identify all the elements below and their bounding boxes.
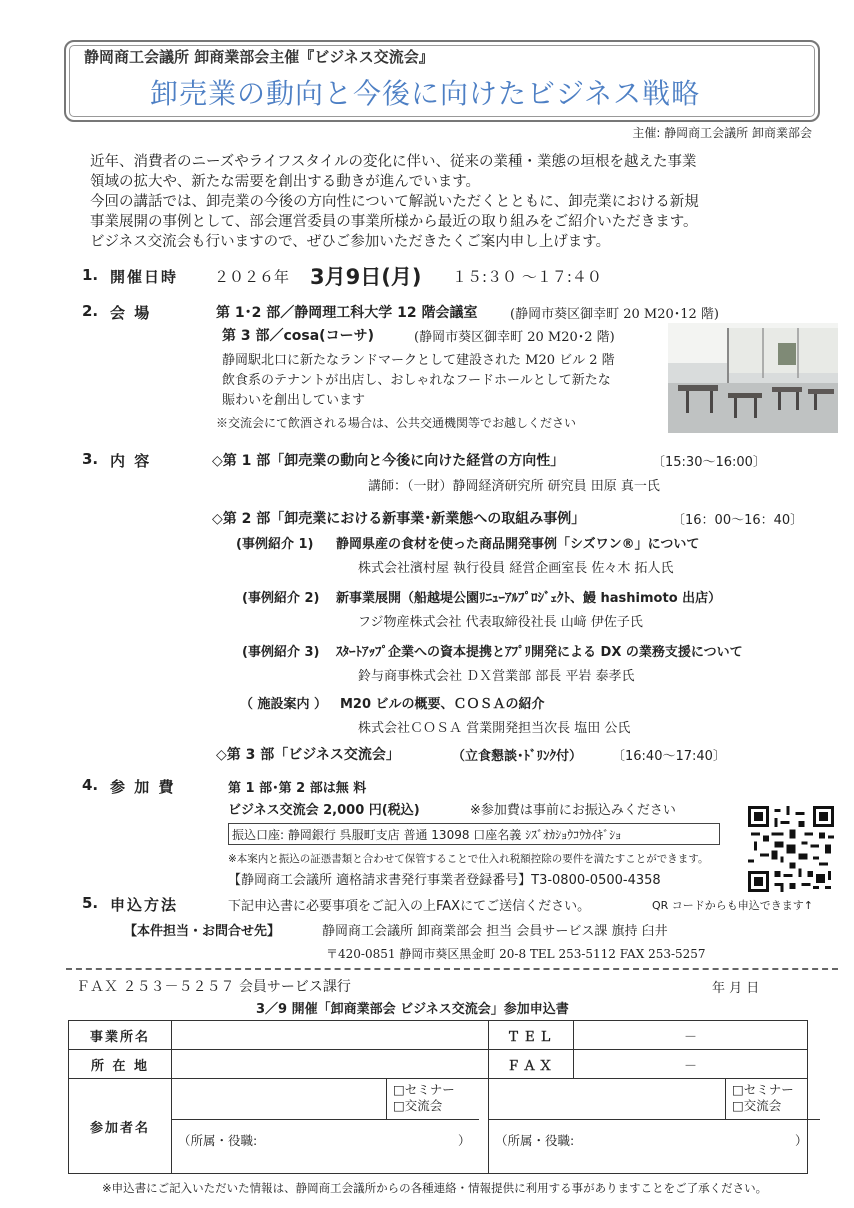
tel-input[interactable]: － (574, 1021, 808, 1050)
contact-address: 〒420-0851 静岡市葵区黒金町 20-8 TEL 253-5112 FAX 253-5257 (326, 947, 706, 961)
venue-description: 飲食系のテナントが出店し、おしゃれなフードホールとして新たな (222, 373, 611, 388)
header-subtitle: 静岡商工会議所 卸商業部会主催『ビジネス交流会』 (84, 48, 434, 66)
application-form (68, 1020, 808, 1174)
fax-label: ＦＡＸ (489, 1050, 574, 1079)
section-label-datetime: 開催日時 (110, 268, 179, 286)
case-presenter: 株式会社ＣＯＳＡ 営業開発担当次長 塩田 公氏 (358, 721, 631, 736)
case-presenter: フジ物産株式会社 代表取締役社長 山﨑 伊佐子氏 (358, 615, 643, 630)
case-title: ｽﾀｰﾄｱｯﾌﾟ企業への資本提携とｱﾌﾟﾘ開発による DX の業務支援について (336, 645, 743, 660)
case-title: 静岡県産の食材を使った商品開発事例「シズワン®」について (336, 537, 700, 552)
contact-person: 静岡商工会議所 卸商業部会 担当 会員サービス課 旗持 臼井 (322, 924, 668, 939)
case-title: 新事業展開（船越堤公園ﾘﾆｭｰｱﾙﾌﾟﾛｼﾞｪｸﾄ、鰻 hashimoto 出店） (336, 591, 722, 606)
tax-note: ※本案内と振込の証憑書類と合わせて保管することで仕入れ税額控除の要件を満たすことができます。 (228, 853, 709, 865)
venue-description: 静岡駅北口に新たなランドマークとして建設された M20 ビル 2 階 (222, 353, 615, 368)
affiliation-close: ） (458, 1133, 471, 1148)
company-label: 事業所名 (69, 1021, 172, 1050)
address-input[interactable] (172, 1050, 489, 1079)
section-number: 3. (82, 450, 99, 468)
venue2-name: 第 3 部／cosa(コーサ) (222, 328, 374, 344)
affiliation-label: （所属・役職: (178, 1133, 258, 1148)
section-number: 2. (82, 302, 99, 320)
venue-note: ※交流会にて飲酒される場合は、公共交通機関等でお越しください (216, 416, 577, 430)
venue-photo (668, 323, 838, 433)
affiliation-close: ） (795, 1133, 808, 1148)
section-number: 5. (82, 894, 99, 912)
intro-line: 領域の拡大や、新たな需要を創出する動きが進んでいます。 (90, 174, 481, 190)
section-label-apply: 申込方法 (110, 896, 179, 914)
venue1-address: (静岡市葵区御幸町 20 M20･12 階) (510, 307, 719, 322)
event-date: 3月9日(月) (310, 265, 422, 289)
participant-2-cell[interactable] (489, 1079, 808, 1174)
part1-time: 〔15:30～16:00〕 (652, 455, 766, 470)
social-checkbox[interactable]: □交流会 (732, 1098, 782, 1113)
intro-line: 近年、消費者のニーズやライフスタイルの変化に伴い、従来の業種・業態の垣根を越えた事業 (90, 154, 697, 170)
seminar-checkbox[interactable]: □セミナー (393, 1082, 455, 1097)
fax-destination: ＦＡＸ ２５３－５２５７ 会員サービス課行 (76, 979, 351, 995)
form-title: 3／9 開催「卸商業部会 ビジネス交流会」参加申込書 (256, 1002, 569, 1017)
social-checkbox[interactable]: □交流会 (393, 1098, 443, 1113)
fee-free: 第 1 部･第 2 部は無 料 (228, 781, 367, 796)
case-presenter: 株式会社濱村屋 執行役員 経営企画室長 佐々木 拓人氏 (358, 561, 674, 576)
seminar-checkbox[interactable]: □セミナー (732, 1082, 794, 1097)
qr-note: QR コードからも申込できます↑ (652, 899, 814, 912)
qr-code[interactable] (748, 806, 834, 892)
case-label: (事例紹介 1) (236, 537, 314, 552)
bank-account: 振込口座: 静岡銀行 呉服町支店 普通 13098 口座名義 ｼｽﾞｵｶｼｮｳｺｳｶｲｷﾞｼｮ (232, 828, 622, 842)
part1-title: ◇第 1 部「卸売業の動向と今後に向けた経営の方向性」 (212, 453, 565, 469)
venue-description: 賑わいを創出しています (222, 393, 366, 408)
part3-sub: （立食懇談･ﾄﾞﾘﾝｸ付） (452, 749, 583, 764)
part1-speaker: 講師：（一財）静岡経済研究所 研究員 田原 真一氏 (368, 479, 660, 494)
section-label-content: 内 容 (110, 452, 152, 470)
case-title: M20 ビルの概要、ＣＯＳＡの紹介 (340, 697, 545, 712)
cut-line (66, 968, 838, 970)
intro-line: 事業展開の事例として、部会運営委員の事業所様から最近の取り組みをご紹介いただきます。 (90, 214, 698, 230)
form-date: 年 月 日 (712, 981, 760, 996)
section-label-venue: 会 場 (110, 304, 152, 322)
participant-1-options (386, 1079, 479, 1120)
organizer: 主催: 静岡商工会議所 卸商業部会 (632, 126, 812, 140)
intro-line: ビジネス交流会も行いますので、ぜひご参加いただきたくご案内申し上げます。 (90, 234, 611, 250)
invoice-number: 【静岡商工会議所 適格請求書発行事業者登録番号】T3-0800-0500-4358 (228, 873, 661, 888)
part3-title: ◇第 3 部「ビジネス交流会」 (216, 747, 400, 763)
section-label-fee: 参 加 費 (110, 778, 176, 796)
part2-time: 〔16：00～16：40〕 (672, 513, 804, 528)
participant-label: 参加者名 (69, 1079, 172, 1174)
section-number: 1. (82, 266, 99, 284)
case-label: （ 施設案内 ） (240, 697, 328, 712)
affiliation-label: （所属・役職: (495, 1133, 575, 1148)
part3-time: 〔16:40～17:40〕 (612, 749, 726, 764)
part2-title: ◇第 2 部「卸売業における新事業･新業態への取組み事例」 (212, 511, 586, 527)
case-presenter: 鈴与商事株式会社 ＤＸ営業部 部長 平岩 泰孝氏 (358, 669, 635, 684)
participant-2-divider (489, 1119, 725, 1120)
apply-instruction: 下記申込書に必要事項をご記入の上FAXにてご送信ください。 (228, 899, 591, 914)
page-title: 卸売業の動向と今後に向けたビジネス戦略 (150, 77, 701, 110)
venue1-name: 第 1･2 部／静岡理工科大学 12 階会議室 (216, 305, 478, 321)
venue2-address: (静岡市葵区御幸町 20 M20･2 階) (414, 330, 615, 345)
case-label: (事例紹介 2) (242, 591, 320, 606)
participant-1-divider (172, 1119, 386, 1120)
contact-label: 【本件担当・お問合せ先】 (124, 924, 281, 939)
privacy-note: ※申込書にご記入いただいた情報は、静岡商工会議所からの各種連絡・情報提供に利用する事がありますことをご了承ください。 (102, 1181, 768, 1195)
intro-line: 今回の講話では、卸売業の今後の方向性について解説いただくとともに、卸売業における新規 (90, 194, 699, 210)
event-year: ２０２６年 (214, 268, 290, 286)
fee-note: ※参加費は事前にお振込みください (470, 803, 676, 818)
event-time: １５:３０ ～１７:４０ (452, 268, 602, 286)
fax-input[interactable]: － (574, 1050, 808, 1079)
fee-social: ビジネス交流会 2,000 円(税込) (228, 803, 420, 818)
participant-1-cell[interactable] (172, 1079, 489, 1174)
case-label: (事例紹介 3) (242, 645, 320, 660)
section-number: 4. (82, 776, 99, 794)
tel-label: ＴＥＬ (489, 1021, 574, 1050)
participant-2-options (725, 1079, 820, 1120)
address-label: 所 在 地 (69, 1050, 172, 1079)
company-input[interactable] (172, 1021, 489, 1050)
